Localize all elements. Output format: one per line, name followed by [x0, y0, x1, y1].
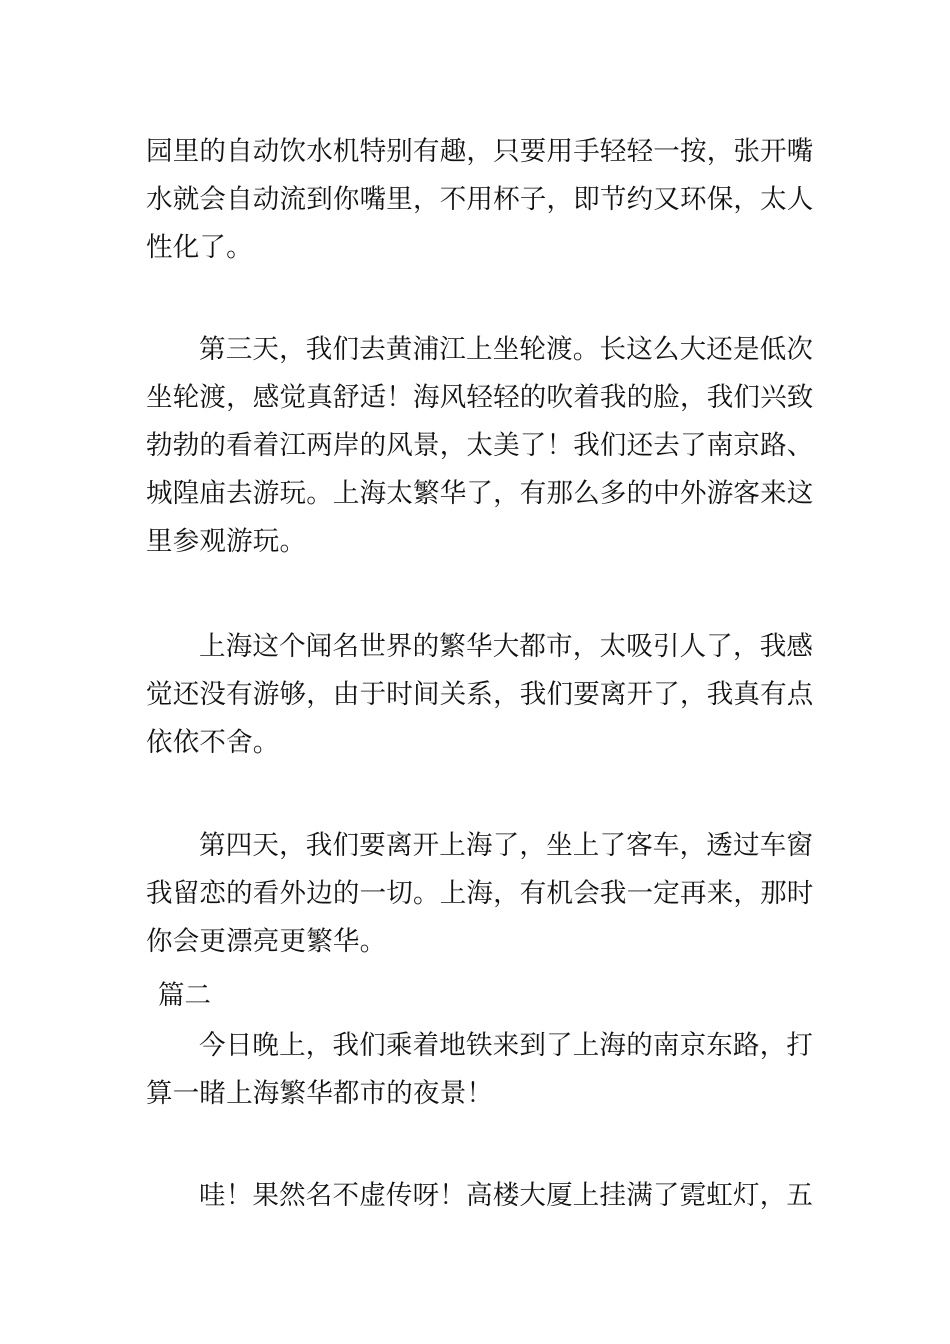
paragraph-shanghai-reflection: [146, 623, 816, 767]
text-line: 觉还没有游够，由于时间关系，我们要离开了，我真有点: [146, 679, 814, 710]
text-line: 勃勃的看着江两岸的风景，太美了！我们还去了南京路、: [146, 430, 814, 461]
paragraph-nanjing-road: [146, 1022, 816, 1118]
text-line: 我留恋的看外边的一切。上海，有机会我一定再来，那时: [146, 878, 814, 909]
text-line: 水就会自动流到你嘴里，不用杯子，即节约又环保，太人: [146, 184, 814, 215]
paragraph-day-three: [146, 326, 816, 566]
text-line: 里参观游玩。: [146, 526, 307, 557]
text-line: 城隍庙去游玩。上海太繁华了，有那么多的中外游客来这: [146, 478, 814, 509]
text-line: 今日晚上，我们乘着地铁来到了上海的南京东路，打: [199, 1030, 814, 1061]
paragraph-night-view: [146, 1172, 816, 1220]
text-line: 第四天，我们要离开上海了，坐上了客车，透过车窗: [199, 830, 814, 861]
section-heading: 篇二: [158, 980, 211, 1011]
text-line: 算一睹上海繁华都市的夜景！: [146, 1078, 494, 1109]
text-line: 坐轮渡，感觉真舒适！海风轻轻的吹着我的脸，我们兴致: [146, 382, 814, 413]
text-line: 依依不舍。: [146, 727, 280, 758]
text-line: 你会更漂亮更繁华。: [146, 926, 387, 957]
text-line: 第三天，我们去黄浦江上坐轮渡。长这么大还是低次: [199, 334, 814, 365]
paragraph-continuation: [146, 128, 816, 272]
text-line: 性化了。: [146, 232, 253, 263]
text-line: 哇！果然名不虚传呀！高楼大厦上挂满了霓虹灯，五: [199, 1180, 814, 1211]
text-line: 上海这个闻名世界的繁华大都市，太吸引人了，我感: [199, 631, 814, 662]
text-line: 园里的自动饮水机特别有趣，只要用手轻轻一按，张开嘴: [146, 136, 814, 167]
paragraph-day-four: [146, 822, 816, 966]
